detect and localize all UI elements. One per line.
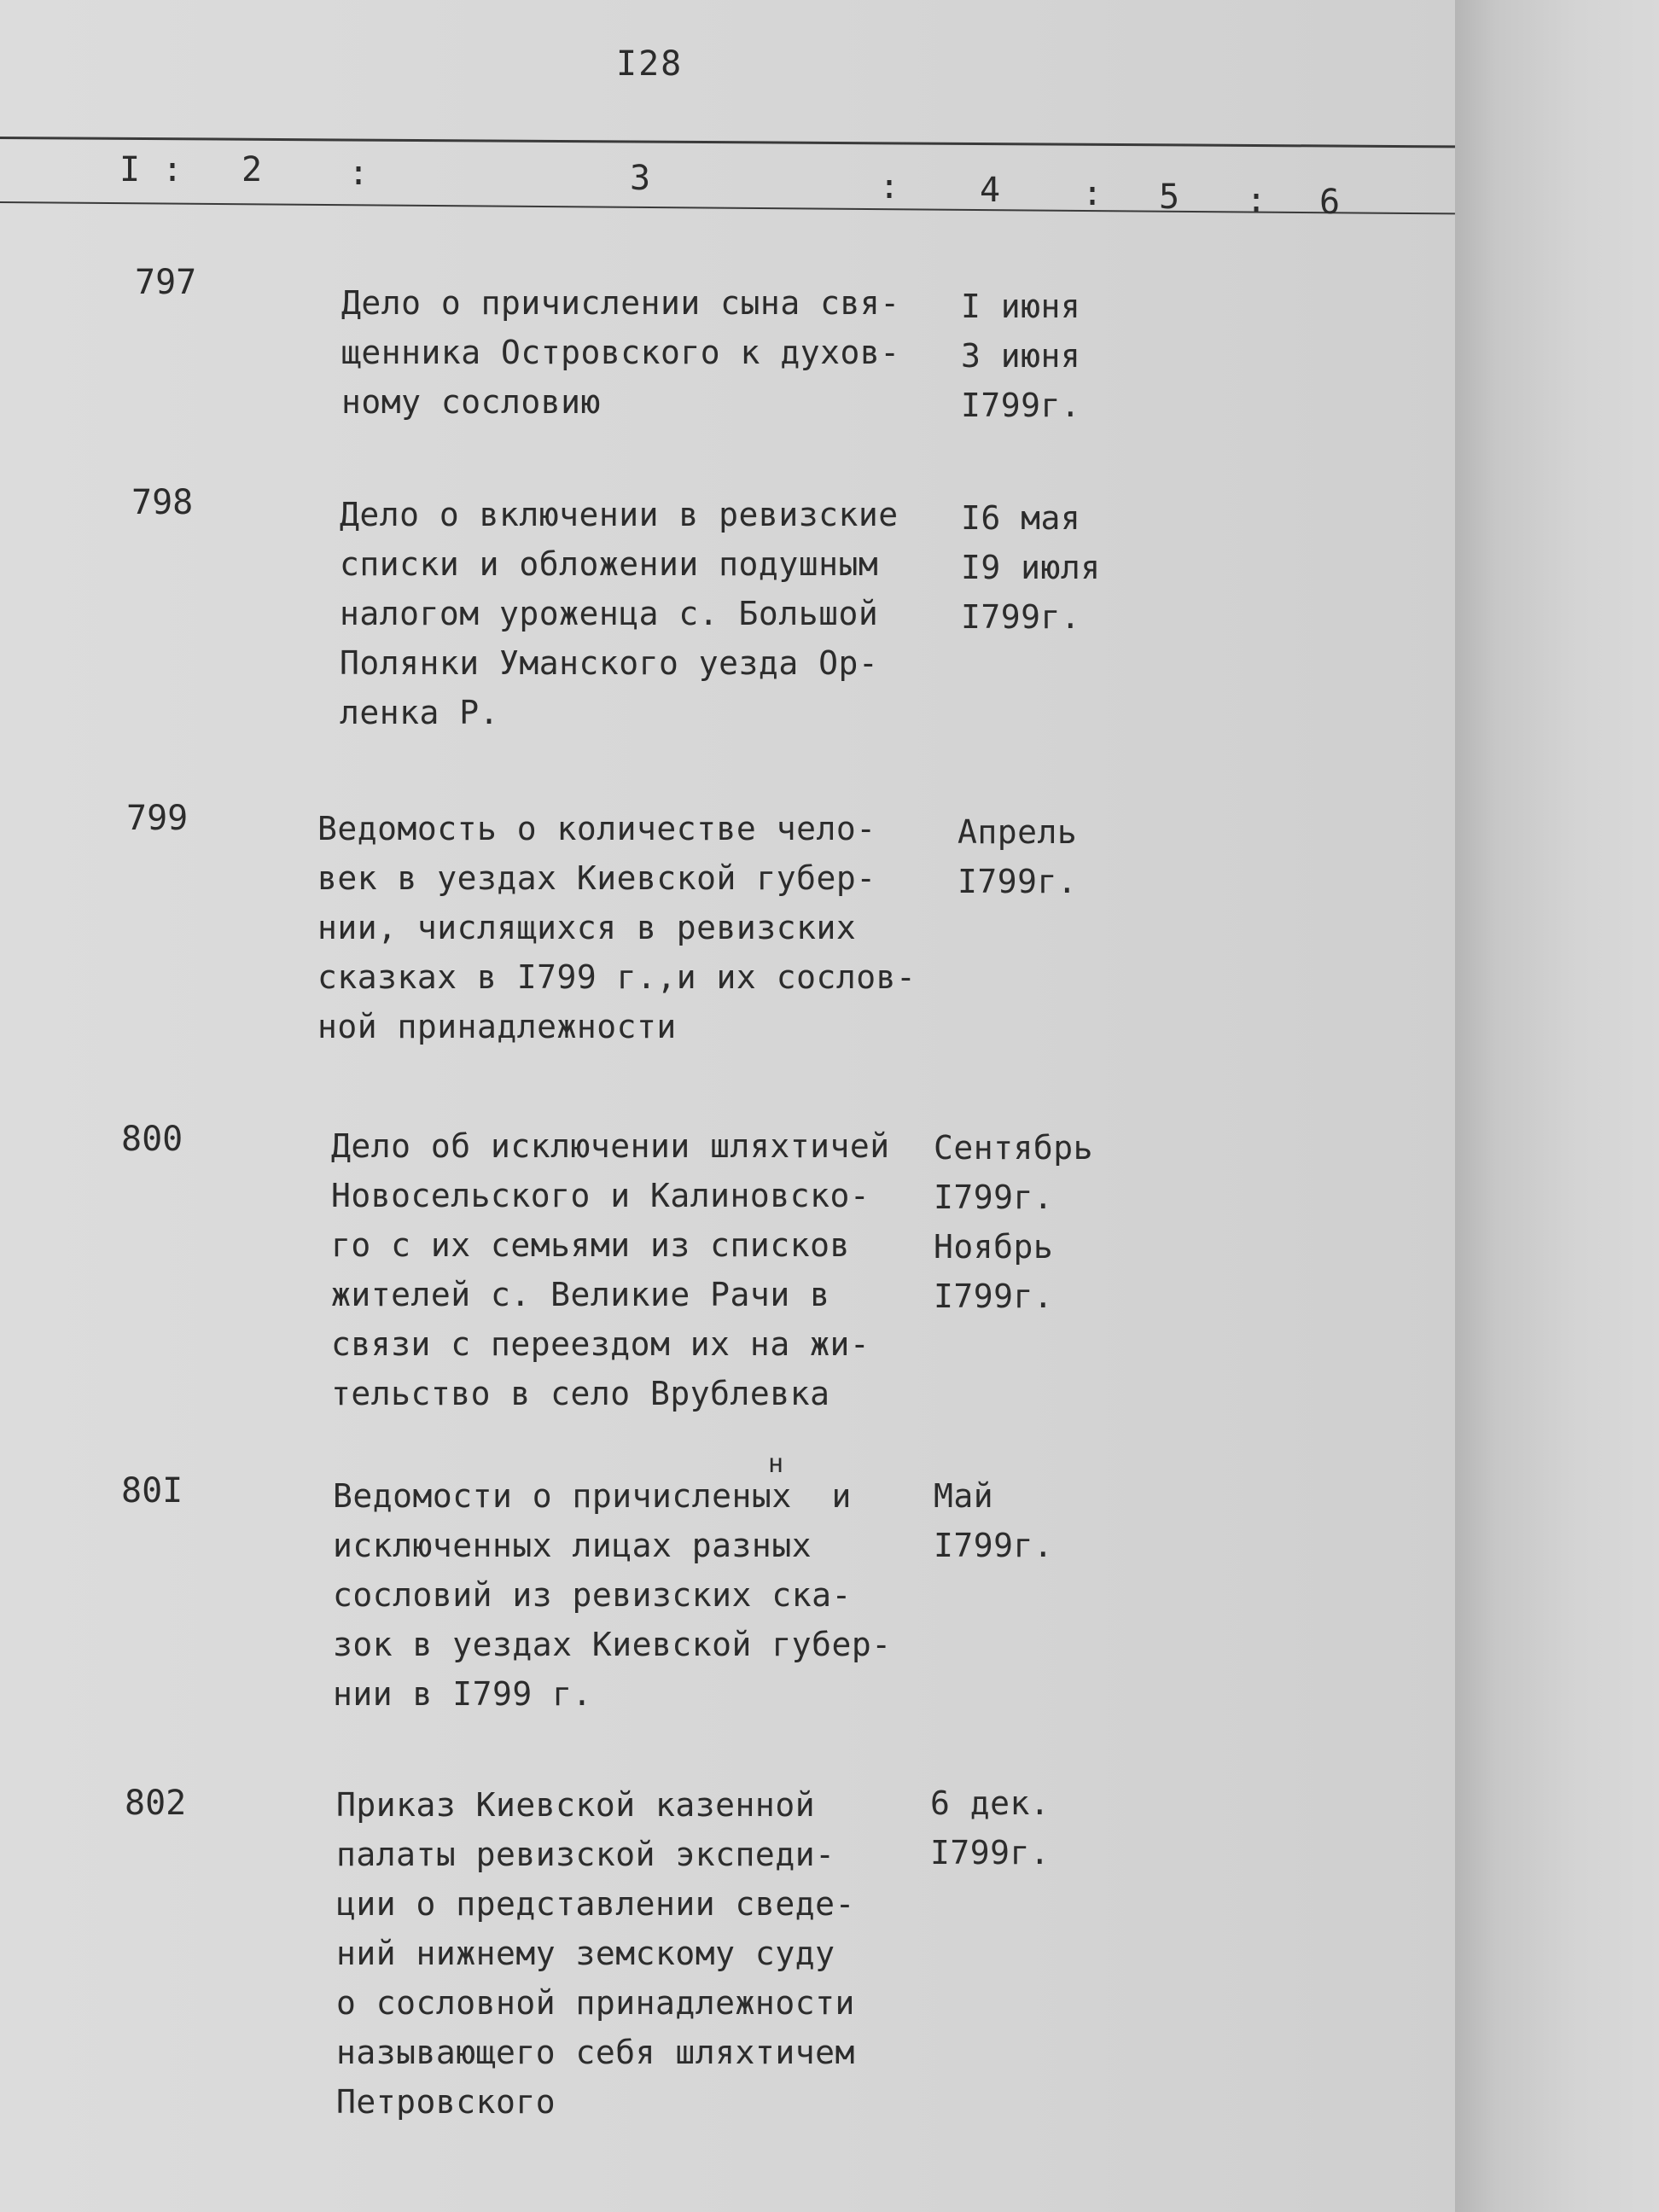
column-header-2: 2 — [242, 150, 263, 189]
entry-dates: 6 дек. I799г. — [930, 1784, 1051, 1871]
column-header-6: 6 — [1319, 183, 1341, 222]
entry-description: Дело о включении в ревизские списки и обложении подушным налогом уроженца с. Большой Полянки Уманского уезда Ор- ленка Р. — [340, 496, 899, 731]
column-separator: : — [162, 150, 183, 189]
column-separator: : — [348, 154, 370, 193]
column-header-5: 5 — [1159, 178, 1180, 217]
entry-description: Дело об исключении шляхтичей Новосельского и Калиновско- го с их семьями из списков жителей с. Великие Рачи в связи с переездом их на жи- тельство в село Врублевка — [331, 1127, 890, 1412]
entry-number: 798 — [131, 483, 194, 522]
entry-dates: I6 мая I9 июля I799г. — [961, 499, 1101, 636]
entry-description: Дело о причислении сына свя- щенника Островского к духов- ному сословию — [341, 284, 900, 421]
entry-dates: I июня 3 июня I799г. — [961, 288, 1081, 424]
column-separator: : — [1082, 174, 1103, 213]
column-separator: : — [879, 167, 900, 207]
page-edge-shadow — [1455, 0, 1659, 2212]
entry-description: Ведомость о количестве чело- век в уездах Киевской губер- нии, числящихся в ревизских сказках в I799 г.,и их сослов- ной принадлежности — [317, 810, 917, 1045]
column-header-4: 4 — [980, 171, 1001, 210]
entry-number: 800 — [121, 1120, 183, 1159]
entry-description: Ведомости о причисленых и исключенных лицах разных сословий из ревизских ска- зок в уездах Киевской губер- нии в I799 г. — [333, 1477, 892, 1713]
column-separator: : — [1246, 181, 1267, 220]
entry-dates: Сентябрь I799г. Ноябрь I799г. — [934, 1129, 1094, 1315]
entry-dates: Май I799г. — [934, 1477, 1054, 1564]
entry-number: 799 — [126, 799, 189, 838]
entry-dates: Апрель I799г. — [958, 813, 1078, 900]
page-number: I28 — [616, 44, 684, 84]
entry-number: 802 — [125, 1784, 187, 1823]
entry-number: 797 — [135, 263, 197, 302]
entry-description: Приказ Киевской казенной палаты ревизской экспеди- ции о представлении сведе- ний нижнему земскому суду о сословной принадлежности называющего себя шляхтичем Петровского — [336, 1786, 855, 2121]
handwritten-correction: н — [768, 1449, 784, 1479]
entry-number: 80I — [121, 1471, 183, 1511]
column-header-3: 3 — [630, 159, 651, 198]
column-header-1: I — [119, 150, 141, 189]
